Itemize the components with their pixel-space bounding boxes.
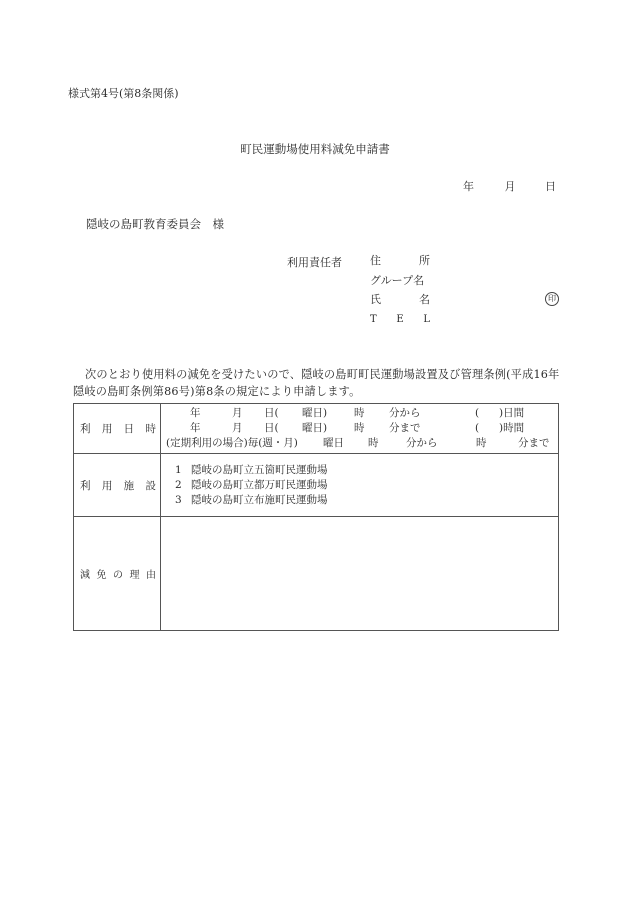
date-year-field[interactable]: 年: [463, 180, 474, 193]
address-label: 住 所: [370, 254, 430, 267]
usage-datetime-row: [74, 404, 559, 454]
facility-option[interactable]: 2 隠岐の島町立都万町民運動場: [175, 478, 328, 491]
group-name-label: グループ名: [370, 273, 425, 287]
application-table: [73, 403, 559, 631]
facility-option[interactable]: 1 隠岐の島町立五箇町民運動場: [175, 463, 328, 476]
date-day-field[interactable]: 日: [545, 180, 556, 193]
exemption-reason-label: 減 免 の 理 由: [74, 517, 161, 631]
group-name-row[interactable]: [370, 274, 430, 294]
usage-datetime-field[interactable]: [161, 404, 559, 454]
date-line: [463, 178, 556, 194]
date-month-field[interactable]: 月: [504, 180, 516, 193]
exemption-reason-field[interactable]: [161, 517, 559, 631]
request-statement: 次のとおり使用料の減免を受けたいので、隠岐の島町町民運動場設置及び管理条例(平成16年隠岐の島町条例第86号)第8条の規定により申請します。: [73, 368, 560, 398]
body-text: [73, 366, 561, 400]
usage-datetime-label: 利 用 日 時: [74, 404, 161, 454]
address-row[interactable]: [370, 254, 430, 274]
usage-facility-row: [74, 454, 559, 517]
tel-row[interactable]: [370, 313, 430, 333]
name-row[interactable]: [370, 293, 430, 313]
usage-facility-label: 利 用 施 設: [74, 454, 161, 517]
addressee: 隠岐の島町教育委員会 様: [86, 217, 224, 231]
seal-icon: 印: [545, 292, 559, 306]
applicant-fields: [370, 254, 430, 332]
usage-facility-field[interactable]: [161, 454, 559, 517]
document-title: 町民運動場使用料減免申請書: [240, 142, 390, 156]
datetime-line-from[interactable]: 年 月 日( 曜日) 時 分から ( )日間: [190, 407, 525, 419]
name-label: 氏 名: [370, 293, 430, 306]
datetime-line-to[interactable]: 年 月 日( 曜日) 時 分まで ( )時間: [190, 422, 525, 434]
exemption-reason-row: [74, 517, 559, 631]
datetime-line-regular[interactable]: (定期利用の場合)毎(週・月) 曜日 時 分から 時 分まで: [166, 437, 550, 449]
applicant-label: 利用責任者: [287, 256, 342, 269]
facility-option[interactable]: 3 隠岐の島町立布施町民運動場: [175, 493, 328, 506]
facility-list: [161, 463, 558, 508]
tel-label: T E L: [370, 313, 430, 325]
form-number: 様式第4号(第8条関係): [68, 87, 179, 100]
